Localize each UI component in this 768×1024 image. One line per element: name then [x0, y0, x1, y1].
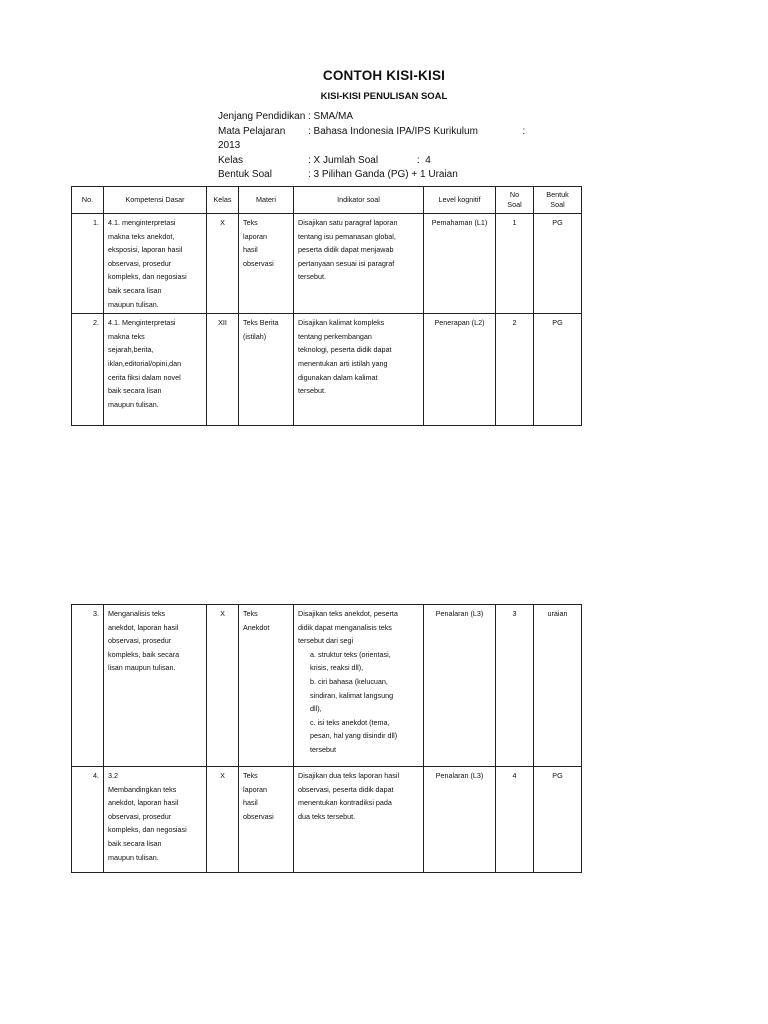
cell-materi: Teks Berita (istilah) — [239, 314, 294, 426]
kisi-table-1 — [71, 186, 582, 426]
header-materi: Materi — [239, 187, 294, 214]
kompetensi-text: Membandingkan teks anekdot, laporan hasil observasi, prosedur kompleks, dan negosiasi baik secara lisan maupun tulisan. — [108, 784, 187, 862]
cell-no-soal: 3 — [496, 605, 534, 767]
cell-kelas: XII — [207, 314, 239, 426]
cell-bentuk: PG — [534, 314, 582, 426]
indikator-item: b. ciri bahasa (kelucuan, sindiran, kalimat langsung dll), — [310, 676, 394, 714]
indikator-intro: Disajikan teks anekdot, peserta didik dapat menganalisis teks tersebut dari segi — [298, 609, 398, 646]
document-title: CONTOH KISI-KISI — [322, 68, 446, 83]
header-no: No. — [72, 187, 104, 214]
cell-indikator: Disajikan kalimat kompleks tentang perkembangan teknologi, peserta didik dapat menentukan arti istilah yang digunakan dalam kalimat tersebut. — [294, 314, 424, 426]
cell-bentuk: PG — [534, 767, 582, 873]
cell-no-soal: 1 — [496, 214, 534, 314]
cell-materi: Teks laporan hasil observasi — [239, 214, 294, 314]
kompetensi-number: 3.2 — [108, 771, 118, 780]
cell-indikator: Disajikan satu paragraf laporan tentang isu pemanasan global, peserta didik dapat menjawab pertanyaan sesuai isi paragraf tersebut. — [294, 214, 424, 314]
cell-no: 4. — [72, 767, 104, 873]
cell-level: Penalaran (L3) — [424, 605, 496, 767]
cell-kelas: X — [207, 605, 239, 767]
table-row — [72, 214, 582, 314]
cell-kompetensi: 4.1. Menginterpretasi makna teks sejarah,berita, iklan,editorial/opini,dan cerita fiksi dalam novel baik secara lisan maupun tulisan. — [104, 314, 207, 426]
info-label: Kelas — [218, 154, 244, 166]
info-label: Bentuk Soal — [218, 169, 272, 180]
info-value: : 3 Pilihan Ganda (PG) + 1 Uraian — [308, 169, 458, 180]
cell-indikator — [294, 605, 424, 767]
cell-bentuk: uraian — [534, 605, 582, 767]
cell-no: 2. — [72, 314, 104, 426]
info-value: : SMA/MA — [308, 111, 354, 122]
cell-level: Penalaran (L3) — [424, 767, 496, 873]
info-row-mapel-year — [218, 139, 525, 154]
cell-level: Pemahaman (L1) — [424, 214, 496, 314]
cell-indikator: Disajikan dua teks laporan hasil observasi, peserta didik dapat menentukan kontradiksi pada dua teks tersebut. — [294, 767, 424, 873]
cell-kompetensi — [104, 767, 207, 873]
info-value: : X Jumlah Soal : 4 — [308, 154, 431, 166]
indikator-item: c. isi teks anekdot (tema, pesan, hal yang disindir dll) tersebut — [310, 717, 398, 754]
header-level: Level kognitif — [424, 187, 496, 214]
table-row — [72, 605, 582, 767]
cell-kompetensi: Menganalisis teks anekdot, laporan hasil observasi, prosedur kompleks, baik secara lisan maupun tulisan. — [104, 605, 207, 767]
table-header-row — [72, 187, 582, 214]
info-value: : Bahasa Indonesia IPA/IPS Kurikulum : — [308, 125, 526, 137]
header-kompetensi: Kompetensi Dasar — [104, 187, 207, 214]
kisi-table-2 — [71, 604, 582, 873]
indikator-list — [298, 648, 419, 757]
table-row — [72, 767, 582, 873]
document-subtitle: KISI-KISI PENULISAN SOAL — [320, 91, 448, 102]
header-bentuk-soal: Bentuk Soal — [534, 187, 582, 214]
info-row-bentuk — [218, 168, 525, 183]
info-label: Jenjang Pendidikan — [218, 111, 306, 122]
cell-level: Penerapan (L2) — [424, 314, 496, 426]
cell-no-soal: 2 — [496, 314, 534, 426]
cell-materi: Teks laporan hasil observasi — [239, 767, 294, 873]
cell-kelas: X — [207, 767, 239, 873]
table-row — [72, 314, 582, 426]
cell-materi: Teks Anekdot — [239, 605, 294, 767]
info-label: Mata Pelajaran — [218, 125, 286, 137]
cell-no: 3. — [72, 605, 104, 767]
header-indikator: Indikator soal — [294, 187, 424, 214]
header-no-soal: No Soal — [496, 187, 534, 214]
info-block — [218, 110, 525, 183]
info-row-jenjang — [218, 110, 525, 125]
info-row-kelas — [218, 154, 525, 169]
cell-bentuk: PG — [534, 214, 582, 314]
cell-kelas: X — [207, 214, 239, 314]
info-row-mapel — [218, 125, 525, 140]
info-value: 2013 — [218, 140, 241, 151]
cell-no: 1. — [72, 214, 104, 314]
header-kelas: Kelas — [207, 187, 239, 214]
indikator-item: a. struktur teks (orientasi, krisis, reaksi dll), — [310, 649, 391, 673]
cell-no-soal: 4 — [496, 767, 534, 873]
cell-kompetensi: 4.1. menginterpretasi makna teks anekdot, eksposisi, laporan hasil observasi, prosedur kompleks, dan negosiasi baik secara lisan maupun tulisan. — [104, 214, 207, 314]
